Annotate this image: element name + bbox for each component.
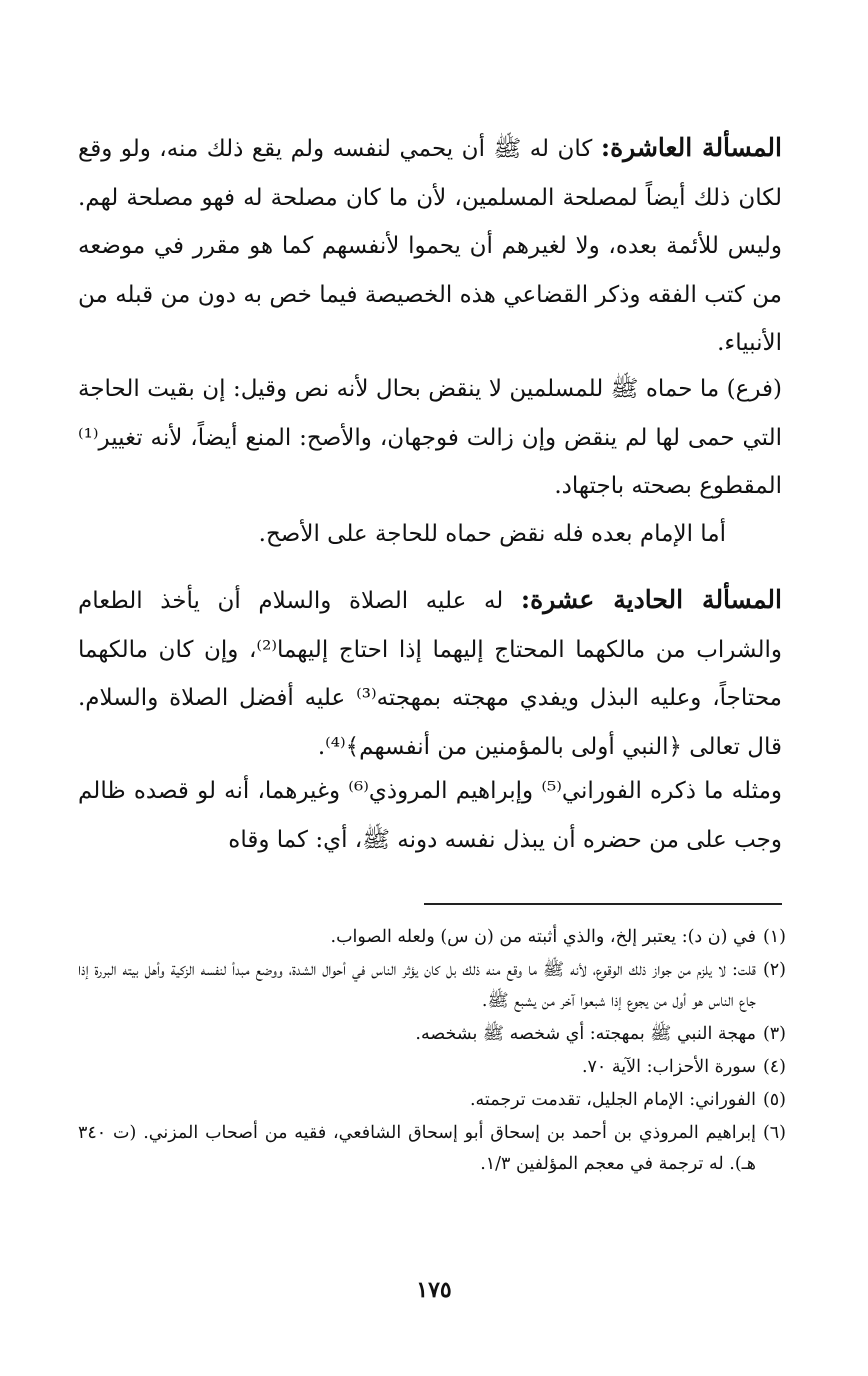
footnote xyxy=(78,922,786,953)
footnotes xyxy=(78,922,786,1182)
footnote xyxy=(78,1019,786,1050)
paragraph-text: أما الإمام بعده فله نقض حماه للحاجة على الأصح. xyxy=(258,521,726,547)
footnote-text: الفوراني: الإمام الجليل، تقدمت ترجمته. xyxy=(469,1090,756,1110)
paragraph-text: ومثله ما ذكره الفوراني⁽⁵⁾ وإبراهيم المروذي⁽⁶⁾ وغيرهما، أنه لو قصده ظالم وجب على من حضره أن يبذل نفسه دونه ﷺ، أي: كما وقاه xyxy=(78,778,782,853)
page-number: ١٧٥ xyxy=(416,1277,452,1303)
paragraph-text: (فرع) ما حماه ﷺ للمسلمين لا ينقض بحال لأنه نص وقيل: إن بقيت الحاجة التي حمى لها لم ينقض وإن زالت فوجهان، والأصح: المنع أيضاً، لأنه تغيير⁽¹⁾ المقطوع بصحته باجتهاد. xyxy=(78,376,782,499)
footnote xyxy=(78,955,786,1017)
footnote-number: (٥) xyxy=(762,1090,786,1110)
footnote-number: (٤) xyxy=(762,1057,786,1077)
footnote-text: في (ن د): يعتبر إلخ، والذي أثبته من (ن س) ولعله الصواب. xyxy=(330,927,756,947)
footnote-text: مهجة النبي ﷺ بمهجته: أي شخصه ﷺ بشخصه. xyxy=(415,1024,756,1044)
footnote-text: إبراهيم المروذي بن أحمد بن إسحاق أبو إسحاق الشافعي، فقيه من أصحاب المزني. (ت ٣٤٠ هـ). له ترجمة في معجم المؤلفين ١/٣. xyxy=(78,1123,756,1174)
footnote-text: سورة الأحزاب: الآية ٧٠. xyxy=(581,1057,756,1077)
issue-heading-tenth: المسألة العاشرة: xyxy=(600,133,782,162)
footnote-number: (١) xyxy=(762,927,786,947)
paragraph-text: له عليه الصلاة والسلام أن يأخذ الطعام والشراب من مالكهما المحتاج إليهما إذا احتاج إليهما⁽²⁾، وإن كان مالكهما محتاجاً، وعليه البذل ويفدي مهجته بمهجته⁽³⁾ عليه أفضل الصلاة والسلام. قال تعالى ﴿النبي أولى بالمؤمنين من أنفسهم﴾⁽⁴⁾. xyxy=(78,588,782,760)
footnote-number: (٢) xyxy=(762,960,786,980)
paragraph-eleventh-issue xyxy=(78,576,782,771)
footnote-text: قلت: لا يلزم من جواز ذلك الوقوع، لأنه ﷺ ما وقع منه ذلك بل كان يؤثر الناس في أحوال الشدة، ووضع مبدأ لنفسه الزكية وأهل بيته البررة إذا جاع الناس هو أول من يجوع إذا شبعوا آخر من يشبع ﷺ. xyxy=(78,960,756,1011)
footnote xyxy=(78,1118,786,1180)
paragraph-text: كان له ﷺ أن يحمي لنفسه ولم يقع ذلك منه، ولو وقع لكان ذلك أيضاً لمصلحة المسلمين، لأن ما كان مصلحة له فهو مصلحة لهم. وليس للأئمة بعده، ولا لغيرهم أن يحموا لأنفسهم كما هو مقرر في موضعه من كتب الفقه وذكر القضاعي هذه الخصيصة فيما خص به دون من قبله من الأنبياء. xyxy=(78,136,782,356)
footnote-number: (٦) xyxy=(762,1123,786,1143)
paragraph-imam xyxy=(78,510,726,559)
footnote-separator xyxy=(424,903,782,905)
footnote-number: (٣) xyxy=(762,1024,786,1044)
paragraph-branch xyxy=(78,365,782,511)
footnote xyxy=(78,1052,786,1083)
paragraph-similar xyxy=(78,767,782,864)
footnote xyxy=(78,1085,786,1116)
issue-heading-eleventh: المسألة الحادية عشرة: xyxy=(520,585,782,614)
paragraph-tenth-issue xyxy=(78,124,782,368)
